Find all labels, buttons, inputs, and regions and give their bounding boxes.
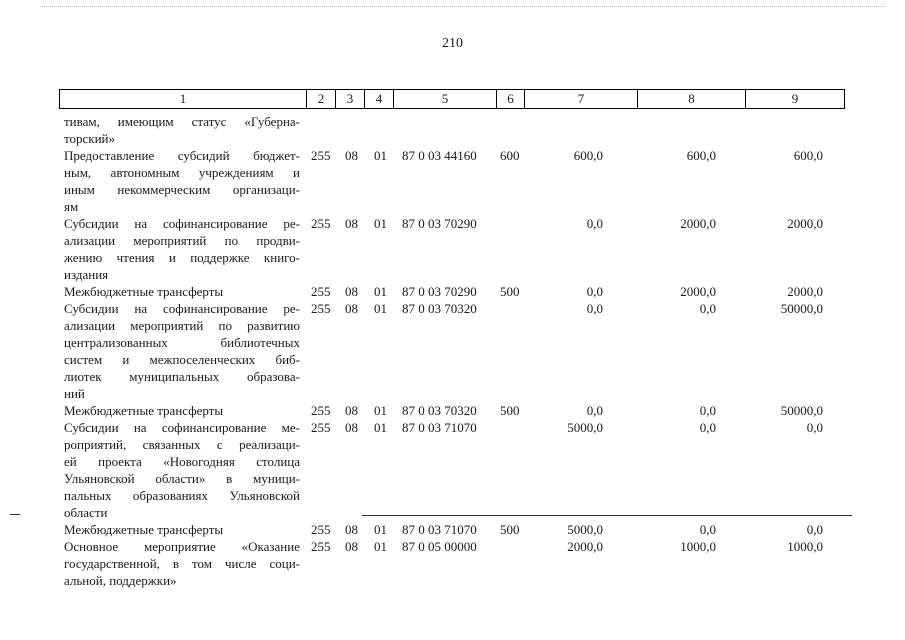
cell-col-3: 08 <box>345 539 358 554</box>
cell-col-8: 1000,0 <box>680 539 716 554</box>
header-col-9: 9 <box>745 90 845 108</box>
row-name-line: иным некоммерческим организаци- <box>64 182 300 197</box>
header-col-3: 3 <box>335 90 364 108</box>
cell-col-2: 255 <box>311 148 331 163</box>
cell-col-2: 255 <box>311 216 331 231</box>
row-name-line: ным, автономным учреждениям и <box>64 165 300 180</box>
header-col-1: 1 <box>59 90 306 108</box>
cell-col-6: 600 <box>500 148 520 163</box>
cell-col-8: 2000,0 <box>680 216 716 231</box>
table-header-row <box>59 89 845 109</box>
cell-col-6: 500 <box>500 403 520 418</box>
cell-col-7: 0,0 <box>586 216 603 231</box>
table-row <box>0 113 905 147</box>
cell-col-9: 0,0 <box>806 522 823 537</box>
cell-col-3: 08 <box>345 216 358 231</box>
cell-col-5: 87 0 03 71070 <box>402 522 477 537</box>
cell-col-8: 600,0 <box>686 148 716 163</box>
cell-col-7: 2000,0 <box>567 539 603 554</box>
cell-col-9: 2000,0 <box>787 284 823 299</box>
row-name <box>64 538 300 589</box>
table-row <box>0 419 905 521</box>
cell-col-8: 2000,0 <box>680 284 716 299</box>
cell-col-4: 01 <box>374 301 387 316</box>
cell-col-3: 08 <box>345 522 358 537</box>
row-name-line: ей проекта «Новогодняя столица <box>64 454 300 469</box>
row-name <box>64 419 300 521</box>
row-name <box>64 147 300 215</box>
row-name-line: области <box>64 505 108 520</box>
cell-col-8: 0,0 <box>699 403 716 418</box>
row-name-line: ализации мероприятий по продви- <box>64 233 300 248</box>
row-name-line: жению чтения и поддержке книго- <box>64 250 300 265</box>
cell-col-4: 01 <box>374 522 387 537</box>
table-row <box>0 402 905 419</box>
cell-col-8: 0,0 <box>699 301 716 316</box>
cell-col-4: 01 <box>374 148 387 163</box>
row-name-line: ализации мероприятий по развитию <box>64 318 300 333</box>
cell-col-4: 01 <box>374 420 387 435</box>
row-name-line: систем и межпоселенческих биб- <box>64 352 300 367</box>
row-name-line: альной, поддержки» <box>64 573 177 588</box>
header-col-4: 4 <box>364 90 393 108</box>
cell-col-8: 0,0 <box>699 522 716 537</box>
row-name-line: Субсидии на софинансирование ме- <box>64 420 300 435</box>
row-name-line: тивам, имеющим статус «Губерна- <box>64 114 300 129</box>
table-row <box>0 283 905 300</box>
cell-col-3: 08 <box>345 284 358 299</box>
cell-col-5: 87 0 03 71070 <box>402 420 477 435</box>
cell-col-2: 255 <box>311 403 331 418</box>
cell-col-9: 50000,0 <box>780 301 823 316</box>
cell-col-5: 87 0 05 00000 <box>402 539 477 554</box>
table-row <box>0 147 905 215</box>
row-name <box>64 521 300 538</box>
cell-col-6: 500 <box>500 284 520 299</box>
row-name-line: Ульяновской области» в муници- <box>64 471 300 486</box>
margin-dash <box>10 514 20 515</box>
cell-col-2: 255 <box>311 284 331 299</box>
row-name-line: лиотек муниципальных образова- <box>64 369 300 384</box>
cell-col-4: 01 <box>374 216 387 231</box>
table-row <box>0 538 905 589</box>
row-name-line: ний <box>64 386 85 401</box>
cell-col-7: 5000,0 <box>567 420 603 435</box>
row-name-line: издания <box>64 267 109 282</box>
header-col-5: 5 <box>393 90 496 108</box>
scan-artifact-line <box>40 6 885 7</box>
cell-col-5: 87 0 03 70320 <box>402 403 477 418</box>
cell-col-2: 255 <box>311 420 331 435</box>
table-row <box>0 300 905 402</box>
row-name <box>64 215 300 283</box>
cell-col-5: 87 0 03 70320 <box>402 301 477 316</box>
cell-col-2: 255 <box>311 301 331 316</box>
header-col-7: 7 <box>524 90 637 108</box>
cell-col-8: 0,0 <box>699 420 716 435</box>
row-name <box>64 300 300 402</box>
cell-col-7: 0,0 <box>586 284 603 299</box>
row-name <box>64 113 300 147</box>
cell-col-9: 0,0 <box>806 420 823 435</box>
row-name-line: пальных образованиях Ульяновской <box>64 488 300 503</box>
header-col-6: 6 <box>496 90 524 108</box>
cell-col-9: 2000,0 <box>787 216 823 231</box>
row-name-line: Межбюджетные трансферты <box>64 522 224 537</box>
row-name-line: государственной, в том числе соци- <box>64 556 300 571</box>
cell-col-4: 01 <box>374 284 387 299</box>
cell-col-9: 50000,0 <box>780 403 823 418</box>
cell-col-3: 08 <box>345 301 358 316</box>
cell-col-2: 255 <box>311 522 331 537</box>
cell-col-5: 87 0 03 70290 <box>402 284 477 299</box>
cell-col-7: 0,0 <box>586 403 603 418</box>
cell-col-4: 01 <box>374 403 387 418</box>
row-name-line: торский» <box>64 131 116 146</box>
cell-col-4: 01 <box>374 539 387 554</box>
cell-col-7: 0,0 <box>586 301 603 316</box>
row-name-line: Предоставление субсидий бюджет- <box>64 148 300 163</box>
cell-col-5: 87 0 03 44160 <box>402 148 477 163</box>
cell-col-3: 08 <box>345 403 358 418</box>
header-col-2: 2 <box>306 90 335 108</box>
header-col-8: 8 <box>637 90 745 108</box>
page-number: 210 <box>442 36 463 51</box>
row-name-line: роприятий, связанных с реализаци- <box>64 437 300 452</box>
row-name-line: Межбюджетные трансферты <box>64 403 224 418</box>
cell-col-9: 600,0 <box>793 148 823 163</box>
cell-col-3: 08 <box>345 420 358 435</box>
row-name-line: Межбюджетные трансферты <box>64 284 224 299</box>
cell-col-2: 255 <box>311 539 331 554</box>
row-name-line: централизованных библиотечных <box>64 335 300 350</box>
cell-col-9: 1000,0 <box>787 539 823 554</box>
row-name-line: Субсидии на софинансирование ре- <box>64 216 300 231</box>
horizontal-rule <box>362 515 852 516</box>
cell-col-7: 5000,0 <box>567 522 603 537</box>
cell-col-5: 87 0 03 70290 <box>402 216 477 231</box>
row-name-line: ям <box>64 199 79 214</box>
table-row <box>0 521 905 538</box>
cell-col-7: 600,0 <box>573 148 603 163</box>
row-name <box>64 402 300 419</box>
row-name <box>64 283 300 300</box>
cell-col-6: 500 <box>500 522 520 537</box>
table-row <box>0 215 905 283</box>
row-name-line: Основное мероприятие «Оказание <box>64 539 300 554</box>
row-name-line: Субсидии на софинансирование ре- <box>64 301 300 316</box>
cell-col-3: 08 <box>345 148 358 163</box>
